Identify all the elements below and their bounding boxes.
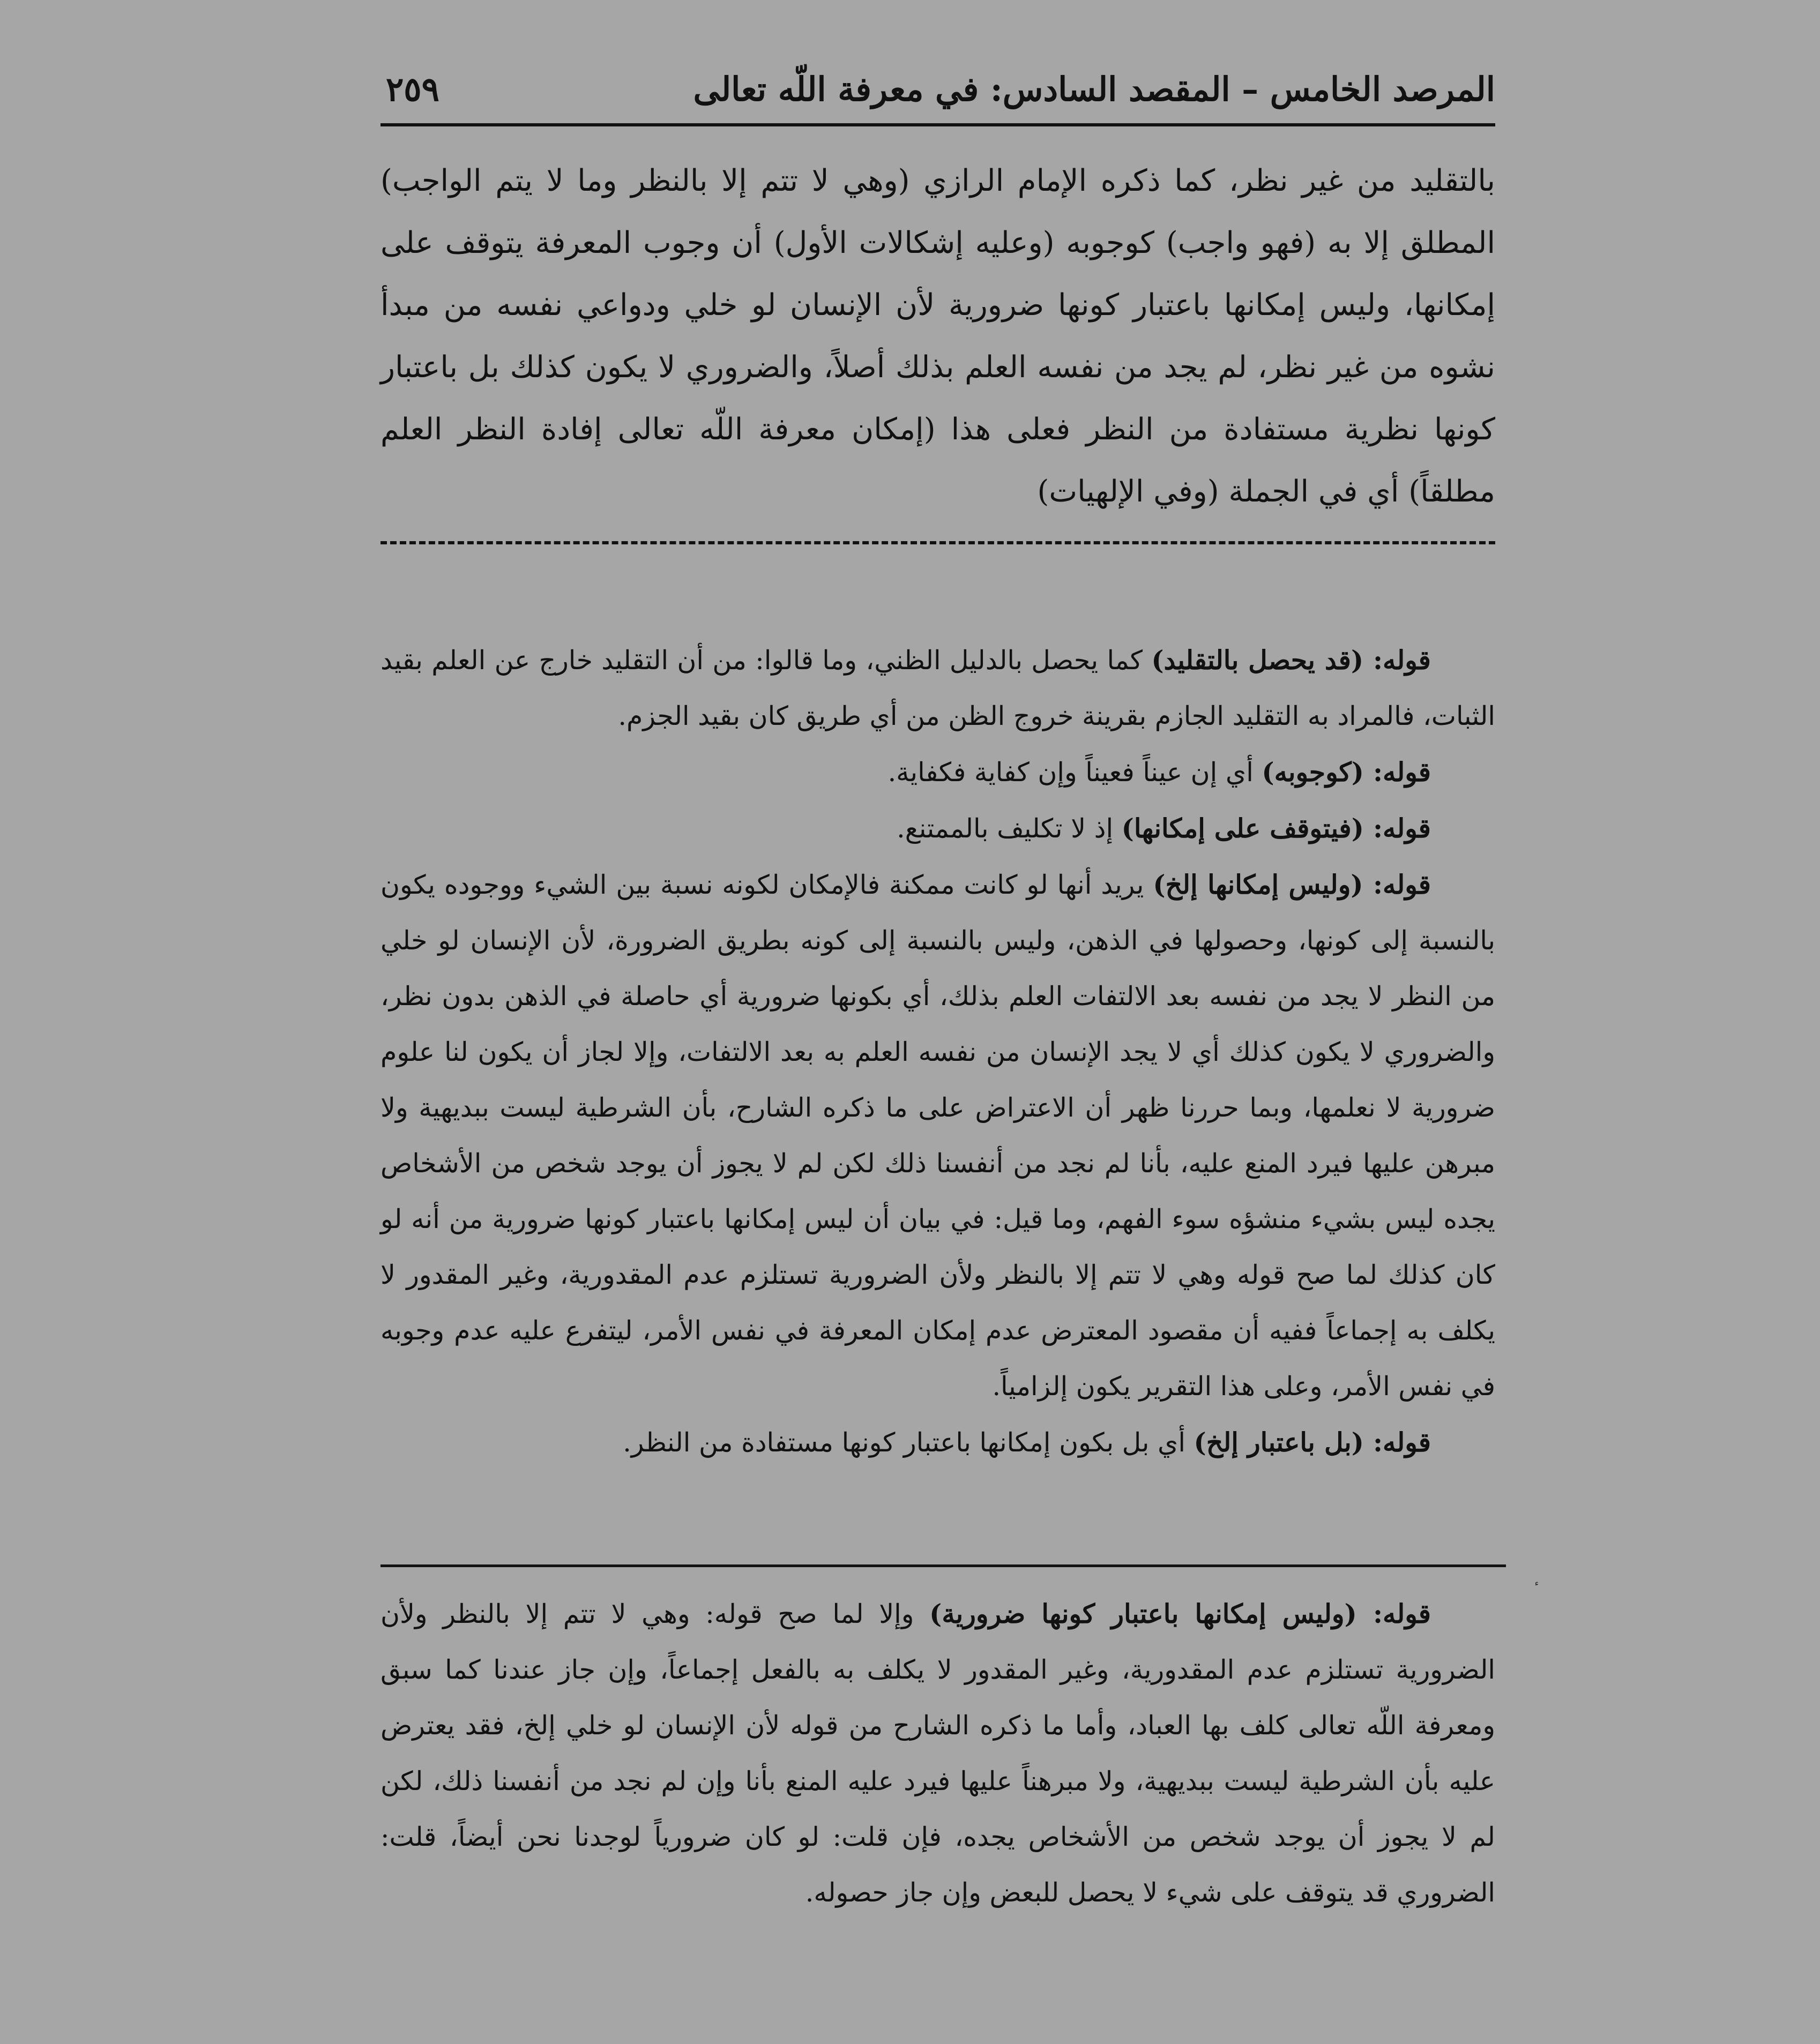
commentary-paragraph (381, 800, 1495, 857)
commentary-text: يريد أنها لو كانت ممكنة فالإمكان لكونه نسبة بين الشيء ووجوده يكون بالنسبة إلى كونها، وحصولها في الذهن، وليس بالنسبة إلى كونه بطريق الضرورة، لأن الإنسان لو خلي من النظر لا يجد من نفسه بعد الالتفات العلم بذلك، أي بكونها ضرورية أي حاصلة في الذهن بدون نظر، والضروري لا يكون كذلك أي لا يجد الإنسان من نفسه العلم به بعد الالتفات، وإلا لجاز أن يكون لنا علوم ضرورية لا نعلمها، وبما حررنا ظهر أن الاعتراض على ما ذكره الشارح، بأن الشرطية ليست ببديهية ولا مبرهن عليها فيرد المنع عليه، بأنا لم نجد من أنفسنا ذلك لكن لم لا يجوز أن يوجد شخص من الأشخاص يجده ليس بشيء منشؤه سوء الفهم، وما قيل: في بيان أن ليس إمكانها باعتبار كونها ضرورية من أنه لو كان كذلك لما صح قوله وهي لا تتم إلا بالنظر ولأن الضرورية تستلزم عدم المقدورية، وغير المقدور لا يكلف به إجماعاً ففيه أن مقصود المعترض عدم إمكان المعرفة في نفس الأمر، ليتفرع عليه عدم وجوبه في نفس الأمر، وعلى هذا التقرير يكون إلزامياً. (381, 870, 1495, 1402)
commentary-text: إذ لا تكليف بالممتنع. (897, 813, 1122, 844)
commentary-paragraph (381, 857, 1495, 1414)
dashed-divider (381, 541, 1495, 544)
footnote-divider (381, 1564, 1506, 1567)
commentary-lead: قوله: (فيتوقف على إمكانها) (1121, 813, 1431, 844)
commentary-paragraph (381, 744, 1495, 800)
commentary-paragraph (381, 1414, 1495, 1471)
footnote-section (381, 1586, 1495, 1921)
commentary-text: أي إن عيناً فعيناً وإن كفاية فكفاية. (887, 757, 1262, 788)
running-header (381, 64, 1495, 126)
footnote-paragraph (381, 1586, 1495, 1921)
commentary-paragraph (381, 632, 1495, 744)
commentary-text: كما يحصل بالدليل الظني، وما قالوا: من أن التقليد خارج عن العلم بقيد الثبات، فالمراد به التقليد الجازم بقرينة خروج الظن من أي طريق كان بقيد الجزم. (381, 645, 1495, 731)
commentary-text: أي بل بكون إمكانها باعتبار كونها مستفادة من النظر. (623, 1427, 1194, 1458)
page-number: ٢٥٩ (386, 70, 439, 109)
book-page (381, 64, 1495, 2004)
header-title: المرصد الخامس – المقصد السادس: في معرفة اللّه تعالى (693, 70, 1495, 109)
commentary-lead: قوله: (بل باعتبار إلخ) (1194, 1427, 1431, 1458)
commentary-section (381, 632, 1495, 1471)
commentary-lead: قوله: (وليس إمكانها إلخ) (1153, 869, 1431, 900)
main-text: بالتقليد من غير نظر، كما ذكره الإمام الرازي (وهي لا تتم إلا بالنظر وما لا يتم الواجب) المطلق إلا به (فهو واجب) كوجوبه (وعليه إشكالات الأول) أن وجوب المعرفة يتوقف على إمكانها، وليس إمكانها باعتبار كونها ضرورية لأن الإنسان لو خلي ودواعي نفسه من مبدأ نشوه من غير نظر، لم يجد من نفسه العلم بذلك أصلاً، والضروري لا يكون كذلك بل باعتبار كونها نظرية مستفادة من النظر فعلى هذا (إمكان معرفة اللّه تعالى إفادة النظر العلم مطلقاً) أي في الجملة (وفي الإلهيات) (381, 163, 1495, 509)
footnote-text: وإلا لما صح قوله: وهي لا تتم إلا بالنظر ولأن الضرورية تستلزم عدم المقدورية، وغير المقدور لا يكلف به بالفعل إجماعاً، وإن جاز عندنا كما سبق ومعرفة اللّه تعالى كلف بها العباد، وأما ما ذكره الشارح من قوله لأن الإنسان لو خلي إلخ، فقد يعترض عليه بأن الشرطية ليست ببديهية، ولا مبرهناً عليها فيرد عليه المنع بأنا وإن لم نجد من أنفسنا ذلك، لكن لم لا يجوز أن يوجد شخص من الأشخاص يجده، فإن قلت: لو كان ضرورياً لوجدنا نحن أيضاً، قلت: الضروري قد يتوقف على شيء لا يحصل للبعض وإن جاز حصوله. (381, 1599, 1495, 1908)
footnote-lead: قوله: (وليس إمكانها باعتبار كونها ضرورية) (929, 1598, 1431, 1629)
commentary-lead: قوله: (كوجوبه) (1262, 757, 1431, 788)
commentary-lead: قوله: (قد يحصل بالتقليد) (1151, 645, 1431, 676)
